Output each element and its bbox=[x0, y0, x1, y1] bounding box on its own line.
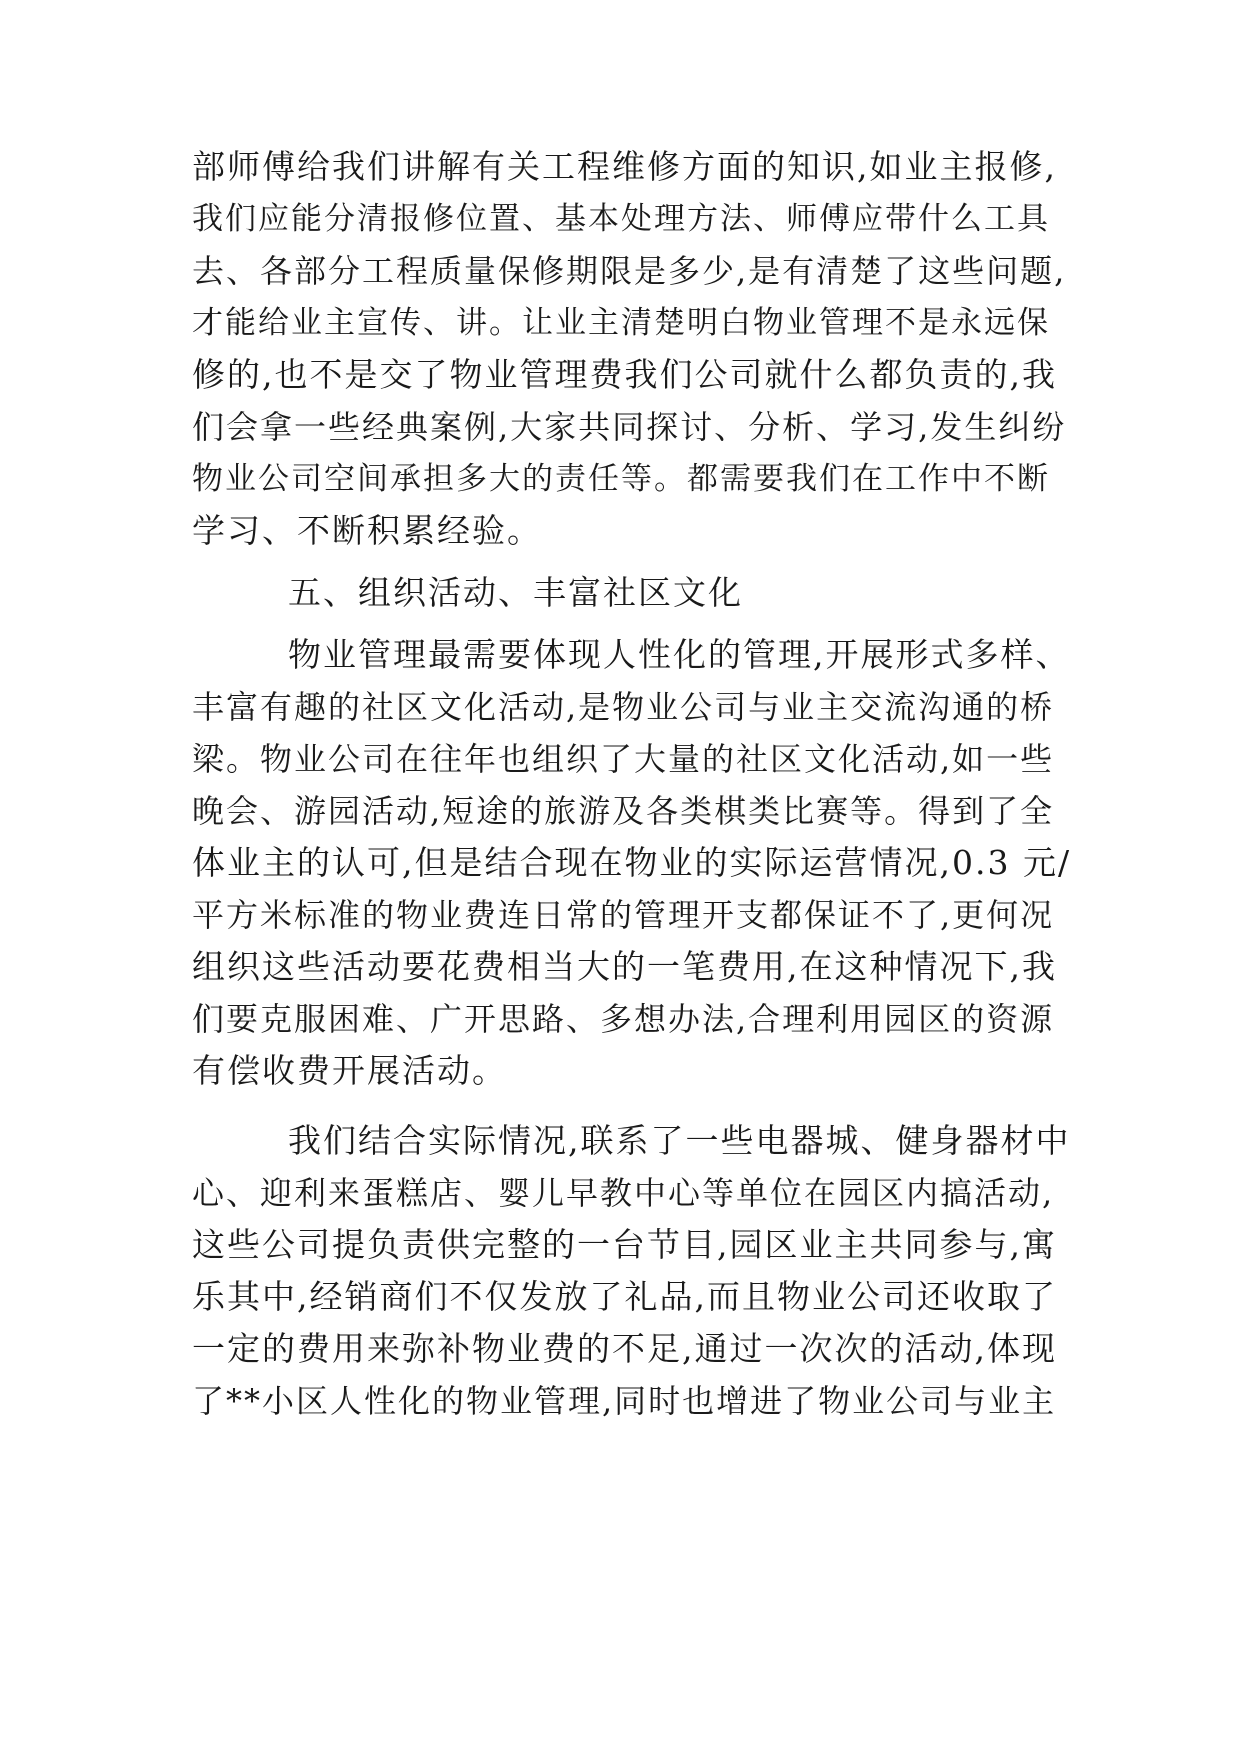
text-line: 我们应能分清报修位置、基本处理方法、师傅应带什么工具 bbox=[192, 201, 1050, 237]
text-line: 物业管理最需要体现人性化的管理,开展形式多样、 bbox=[288, 635, 1071, 674]
text-line: 去、各部分工程质量保修期限是多少,是有清楚了这些问题, bbox=[192, 252, 1067, 290]
text-line: 物业公司空间承担多大的责任等。都需要我们在工作中不断 bbox=[192, 461, 1050, 497]
text-line: 一定的费用来弥补物业费的不足,通过一次次的活动,体现 bbox=[192, 1329, 1057, 1368]
text-line: 晚会、游园活动,短途的旅游及各类棋类比赛等。得到了全 bbox=[192, 792, 1055, 830]
text-line: 们要克服困难、广开思路、多想办法,合理利用园区的资源 bbox=[192, 1000, 1055, 1038]
text-line: 修的,也不是交了物业管理费我们公司就什么都负责的,我 bbox=[192, 355, 1057, 394]
text-line: 部师傅给我们讲解有关工程维修方面的知识,如业主报修, bbox=[192, 147, 1057, 186]
text-line: 梁。物业公司在往年也组织了大量的社区文化活动,如一些 bbox=[192, 740, 1055, 778]
text-line: 乐其中,经销商们不仅发放了礼品,而且物业公司还收取了 bbox=[192, 1277, 1057, 1316]
text-line: 组织这些活动要花费相当大的一笔费用,在这种情况下,我 bbox=[192, 947, 1057, 986]
text-line: 这些公司提负责供完整的一台节目,园区业主共同参与,寓 bbox=[192, 1225, 1057, 1264]
text-line: 有偿收费开展活动。 bbox=[192, 1051, 507, 1090]
section-heading: 五、组织活动、丰富社区文化 bbox=[288, 573, 743, 612]
text-line: 我们结合实际情况,联系了一些电器城、健身器材中 bbox=[288, 1121, 1071, 1160]
text-line: 丰富有趣的社区文化活动,是物业公司与业主交流沟通的桥 bbox=[192, 688, 1055, 726]
text-line: 才能给业主宣传、讲。让业主清楚明白物业管理不是永远保 bbox=[192, 305, 1050, 341]
text-line: 学习、不断积累经验。 bbox=[192, 511, 542, 550]
text-line: 体业主的认可,但是结合现在物业的实际运营情况,0.3 元/ bbox=[192, 843, 1072, 882]
text-line: 心、迎利来蛋糕店、婴儿早教中心等单位在园区内搞活动, bbox=[192, 1174, 1055, 1212]
text-line: 们会拿一些经典案例,大家共同探讨、分析、学习,发生纠纷 bbox=[192, 408, 1067, 446]
text-line: 平方米标准的物业费连日常的管理开支都保证不了,更何况 bbox=[192, 896, 1055, 934]
text-line: 了**小区人性化的物业管理,同时也增进了物业公司与业主 bbox=[192, 1382, 1057, 1420]
